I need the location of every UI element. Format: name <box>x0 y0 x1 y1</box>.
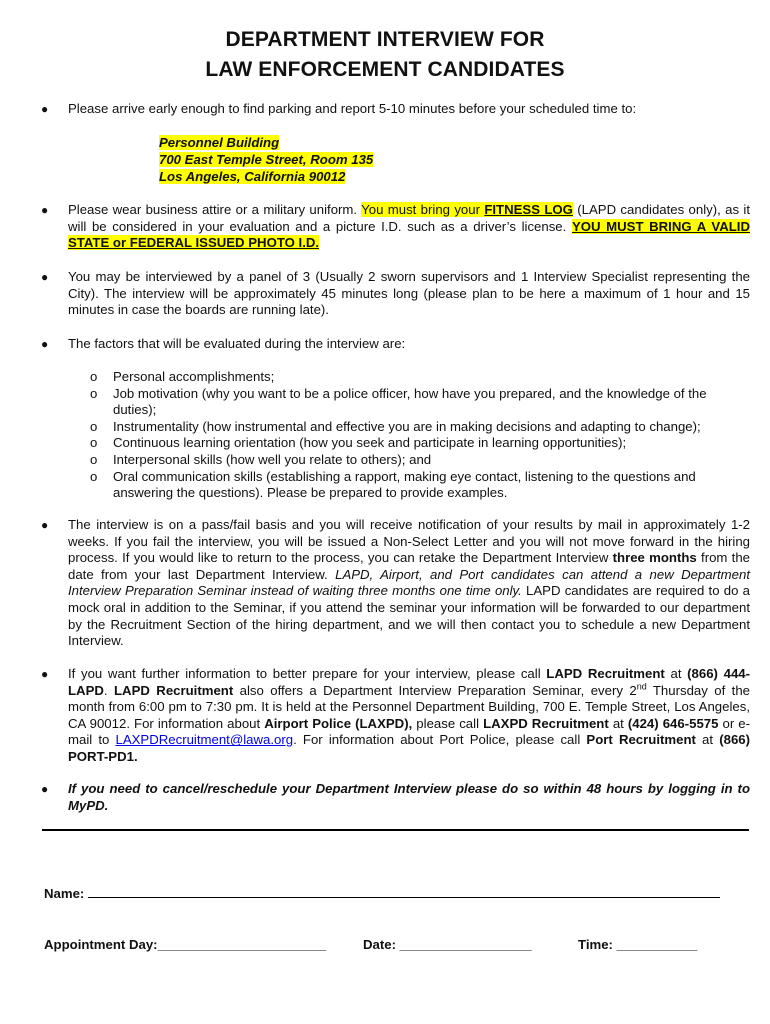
bullet-icon: ● <box>41 203 49 217</box>
pass-fail-text-2: from the date from your last Department Interview. <box>68 550 751 582</box>
bullet-arrival <box>41 101 750 118</box>
time-label: Time: <box>578 937 613 952</box>
fitness-log-highlight <box>361 202 573 217</box>
arrival-text: Please arrive early enough to find parking and report 5-10 minutes before your scheduled time to: <box>68 101 637 116</box>
seminar-note: LAPD, Airport, and Port candidates can attend a new Department Interview Preparation Seminar instead of waiting three months one time only. <box>68 566 750 599</box>
title-line-1: DEPARTMENT INTERVIEW FOR <box>225 28 545 51</box>
photo-id-requirement: YOU MUST BRING A VALID STATE or FEDERAL ISSUED PHOTO I.D. <box>68 218 750 251</box>
factor-text: Oral communication skills (establishing a rapport, making eye contact, listening to the questions and answering the questions). Please be prepared to provide examples. <box>113 468 696 501</box>
circle-bullet-icon: o <box>90 451 98 467</box>
info-text: or e-mail to <box>68 715 751 748</box>
bullet-icon: ● <box>41 337 49 351</box>
appointment-day-field[interactable] <box>44 937 326 954</box>
circle-bullet-icon: o <box>90 385 98 401</box>
name-field[interactable] <box>44 884 720 903</box>
address-line-1: Personnel Building <box>159 135 280 150</box>
info-text: please call <box>412 715 484 731</box>
info-text: also offers a Department Interview Preparation Seminar, every 2 <box>233 682 637 698</box>
bullet-pass-fail <box>41 517 751 650</box>
bullet-panel <box>41 269 750 319</box>
airport-police: Airport Police (LAXPD), <box>264 715 413 731</box>
info-text: Thursday of the month from 6:00 pm to 7:30 pm. It is held at the Personnel Department Building, 700 E. Temple Street, Los Angeles, CA 90012. For information about <box>68 682 750 731</box>
lapd-recruitment-2: LAPD Recruitment <box>113 682 234 698</box>
port-recruitment: Port Recruitment <box>586 732 696 748</box>
page-title <box>0 25 770 85</box>
appointment-day-label: Appointment Day: <box>44 937 158 952</box>
address-line-3: Los Angeles, California 90012 <box>159 169 346 184</box>
circle-bullet-icon: o <box>90 418 98 434</box>
pass-fail-text-3: LAPD candidates are required to do a mock oral in addition to the Seminar, if you attend the seminar your information will be forwarded to our department by the Recruitment Section of the hiring department, and we will then contact you to schedule a new Department Interview. <box>68 583 750 649</box>
three-months: three months <box>612 550 697 566</box>
bullet-icon: ● <box>41 782 49 796</box>
factor-text: Job motivation (why you want to be a police officer, how have you prepared, and the knowledge of the duties); <box>113 385 707 418</box>
port-phone: (866) PORT-PD1. <box>68 732 751 764</box>
ordinal-suffix: nd <box>636 681 647 692</box>
info-text: If you want further information to better prepare for your interview, please call <box>68 666 547 681</box>
appointment-day-blank[interactable]: _______________________ <box>157 937 327 952</box>
factors-list <box>90 369 750 502</box>
factor-item <box>90 435 750 452</box>
bullet-icon: ● <box>41 102 49 116</box>
date-label: Date: <box>363 937 396 952</box>
bullet-cancel <box>41 781 750 814</box>
pass-fail-text: The interview is on a pass/fail basis and you will receive notification of your results by mail in approximately 1-2 weeks. If you fail the interview, you will be issued a Non-Select Letter and you will not move forward in the hiring process. If you would like to return to the process, you can retake the Department Interview <box>68 517 750 566</box>
info-text: . <box>103 682 114 698</box>
circle-bullet-icon: o <box>90 435 98 451</box>
info-text: at <box>664 666 688 681</box>
attire-text-2: (LAPD candidates only), as it will be considered in your evaluation and a picture I.D. such as a driver’s license. <box>68 202 750 234</box>
divider <box>42 829 749 831</box>
date-blank[interactable]: __________________ <box>399 937 532 952</box>
factors-intro: The factors that will be evaluated during the interview are: <box>68 336 406 351</box>
address-block <box>159 134 373 185</box>
factor-item <box>90 451 750 469</box>
bullet-further-info <box>41 666 751 766</box>
info-text: at <box>695 732 720 748</box>
circle-bullet-icon: o <box>90 468 98 484</box>
factor-text: Instrumentality (how instrumental and effective you are in making decisions and adapting to change); <box>113 418 701 434</box>
factor-text: Personal accomplishments; <box>113 369 275 384</box>
bullet-icon: ● <box>41 667 49 681</box>
factor-item <box>90 468 750 502</box>
name-line[interactable] <box>88 884 720 898</box>
factor-item <box>90 385 750 419</box>
attire-text: Please wear business attire or a military uniform. <box>68 202 362 217</box>
lapd-recruitment: LAPD Recruitment <box>546 666 665 681</box>
name-label: Name: <box>44 886 85 901</box>
factor-item <box>90 369 750 386</box>
panel-text: You may be interviewed by a panel of 3 (Usually 2 sworn supervisors and 1 Interview Specialist representing the City). The interview will be approximately 45 minutes long (please plan to be here a maximum of 1 hour and 15 minutes in case the boards are running late). <box>68 269 750 318</box>
bullet-icon: ● <box>41 518 49 532</box>
info-text: . For information about Port Police, please call <box>293 732 587 748</box>
bullet-attire <box>41 202 750 252</box>
cancel-text: If you need to cancel/reschedule your Department Interview please do so within 48 hours by logging in to MyPD. <box>68 781 750 813</box>
fitness-log-label: FITNESS LOG <box>484 202 573 217</box>
laxpd-email-link[interactable]: LAXPDRecruitment@lawa.org <box>115 732 294 748</box>
factor-text: Continuous learning orientation (how you seek and participate in learning opportunities); <box>113 435 627 451</box>
time-blank[interactable]: ___________ <box>616 937 698 952</box>
factor-text: Interpersonal skills (how well you relate to others); and <box>113 451 432 467</box>
title-line-2: LAW ENFORCEMENT CANDIDATES <box>205 58 565 81</box>
bullet-factors <box>41 336 750 353</box>
info-text: at <box>608 715 628 731</box>
laxpd-recruitment: LAXPD Recruitment <box>483 715 609 731</box>
lapd-phone: (866) 444-LAPD <box>68 666 751 698</box>
laxpd-phone: (424) 646-5575 <box>627 715 719 731</box>
factor-item <box>90 418 750 436</box>
fitness-log-prefix: You must bring your <box>361 202 485 217</box>
circle-bullet-icon: o <box>90 369 98 384</box>
bullet-icon: ● <box>41 270 49 284</box>
address-line-2: 700 East Temple Street, Room 135 <box>159 152 374 167</box>
date-field[interactable] <box>363 937 532 954</box>
time-field[interactable] <box>578 937 697 954</box>
